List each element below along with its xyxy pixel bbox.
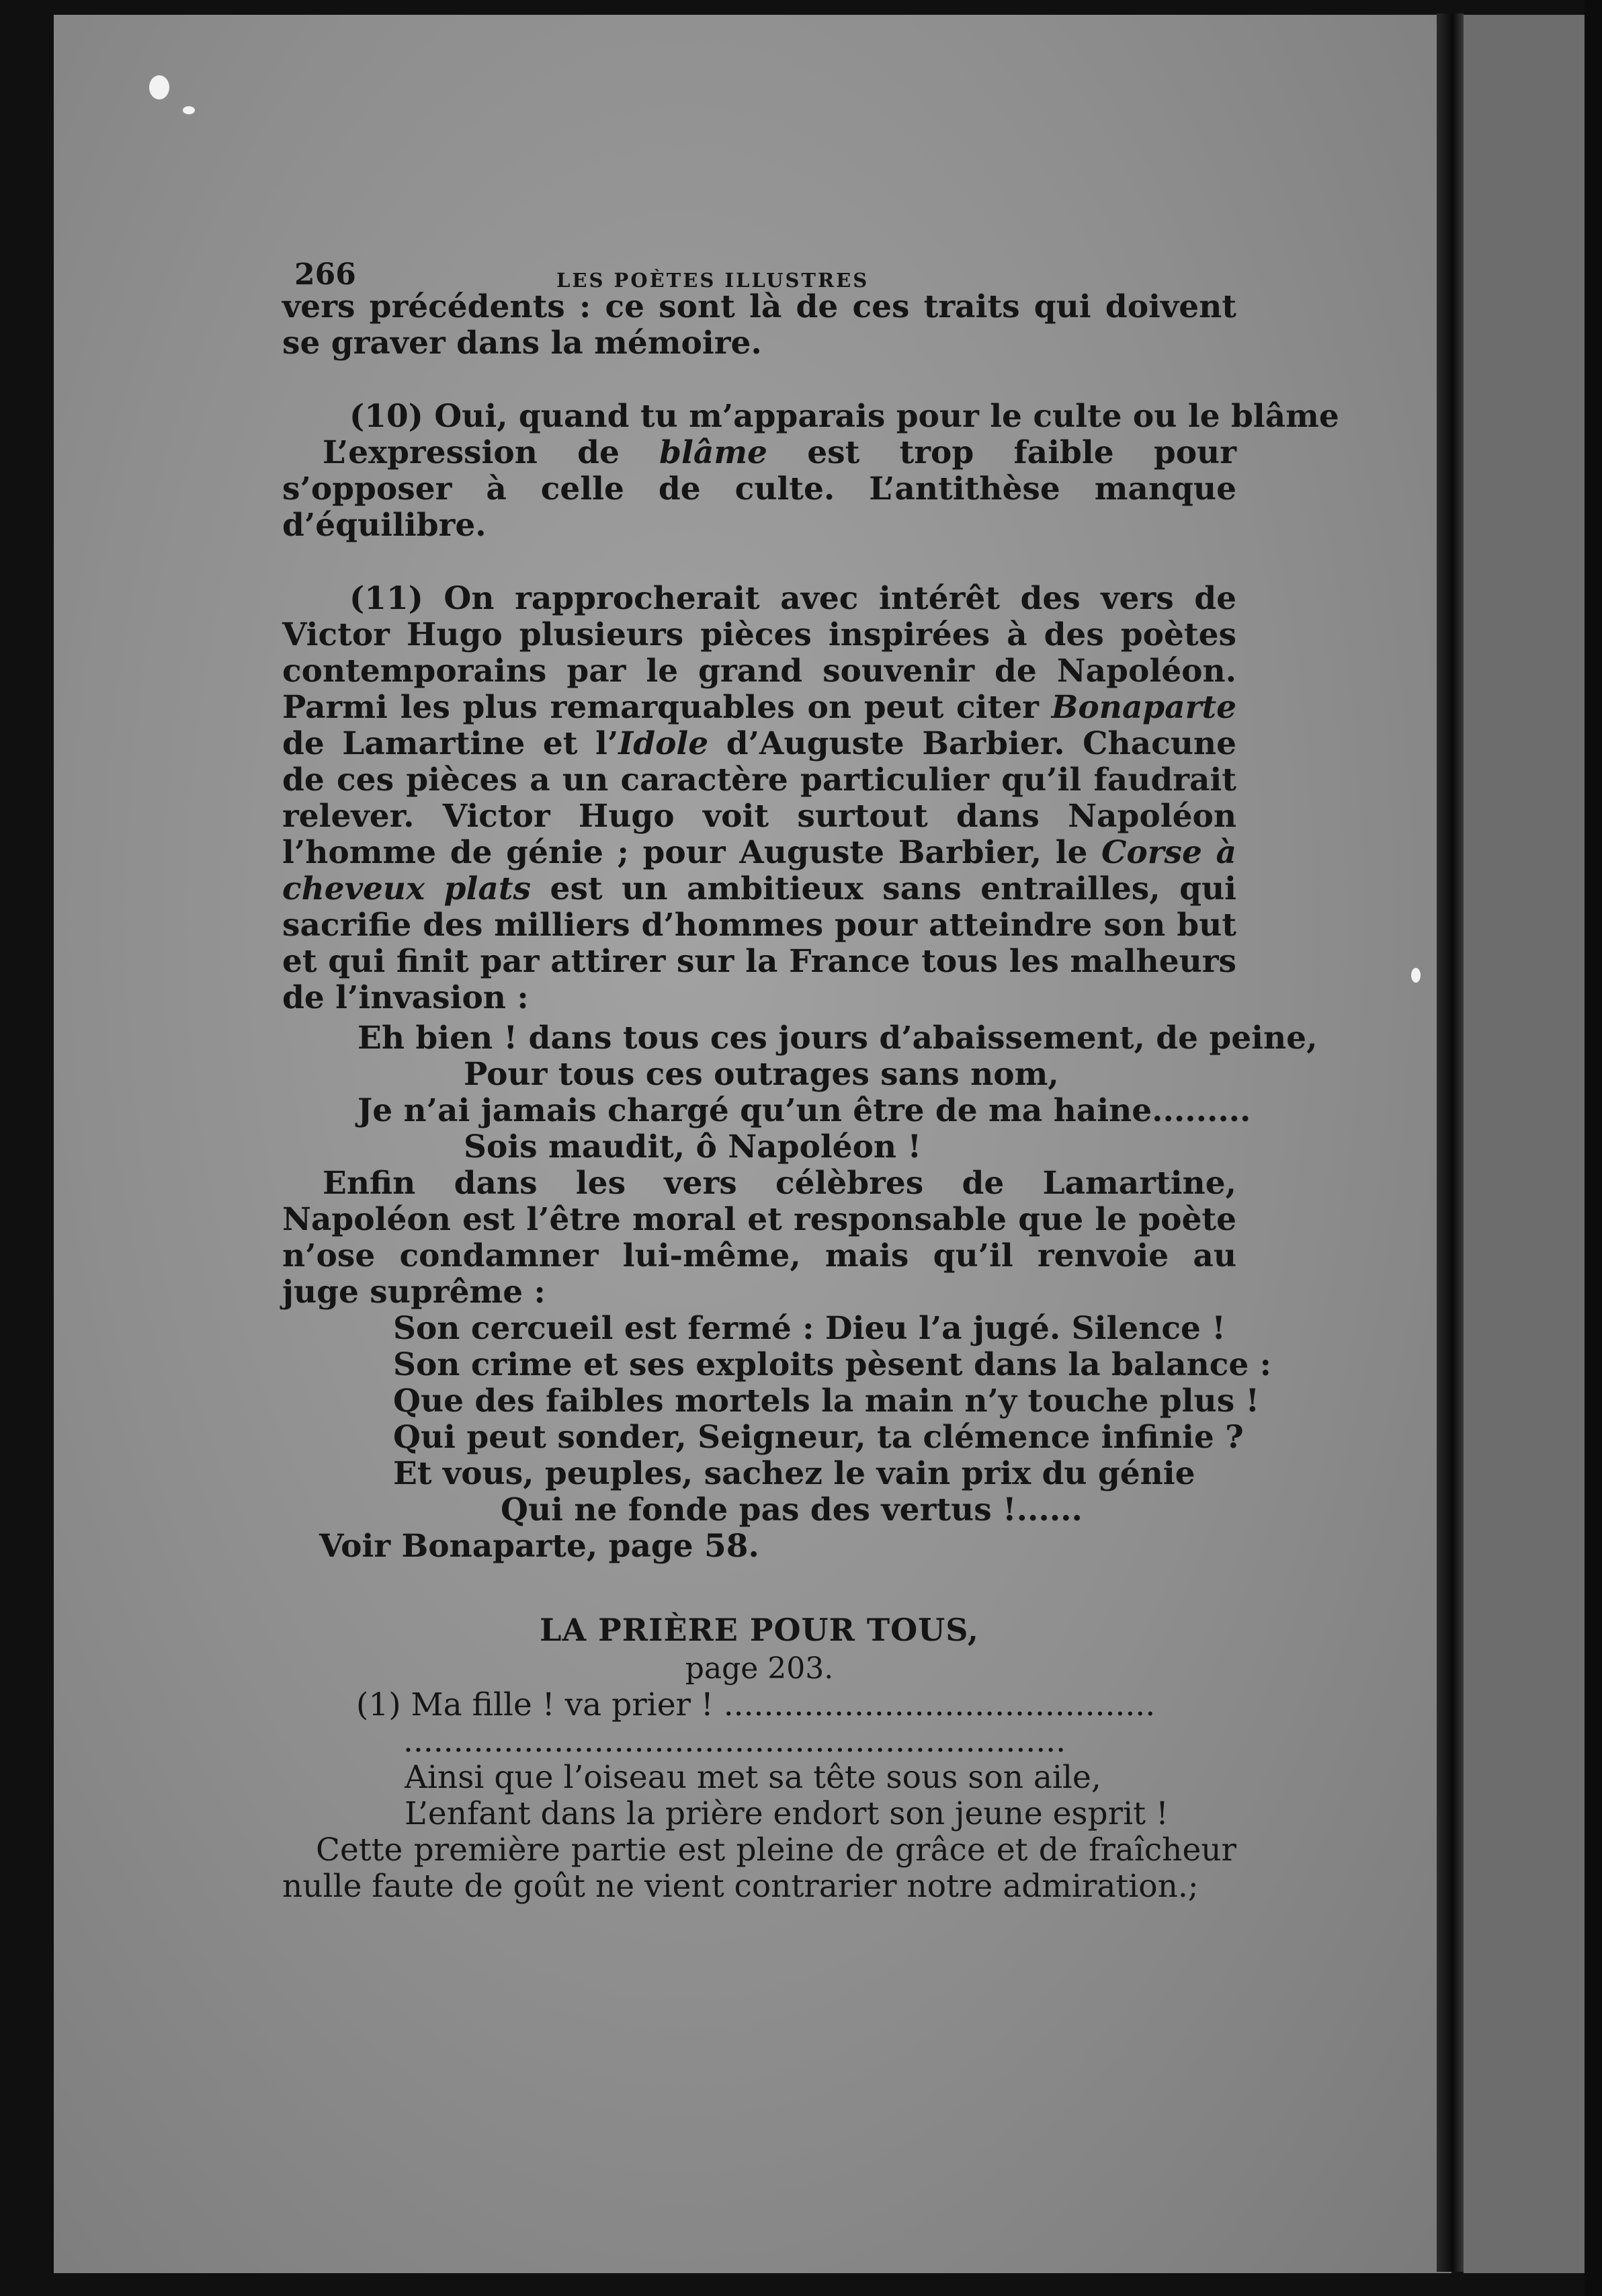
lamartine-verse	[282, 1310, 1271, 1528]
barbier-verse	[282, 1020, 1318, 1165]
paragraph-continuation: vers précédents : ce sont là de ces traits qui doivent se graver dans la mémoire.	[282, 288, 1236, 362]
note-11-emphasis-idole: Idole	[618, 725, 709, 762]
note-11-text-d: est un ambitieux sans entrailles, qui sacrifie des milliers d’hommes pour atteindre son but et qui finit par attirer sur la France tous les malheurs de l’invasion :	[282, 870, 1236, 1016]
adjacent-page-edge	[1464, 15, 1585, 2273]
note-11-text-b: de Lamartine et l’	[282, 725, 619, 762]
note-11	[282, 581, 1236, 1016]
lamartine-intro: Enfin dans les vers célèbres de Lamartine, Napoléon est l’être moral et responsable que le poète n’ose condamner lui-même, mais qu’il renvoie au juge suprême :	[282, 1165, 1236, 1311]
note-1-comment: Cette première partie est pleine de grâce et de fraîcheur nulle faute de goût ne vient contrarier notre admiration.;	[282, 1832, 1236, 1905]
note-11-text-a: (11) On rapprocherait avec intérêt des vers de Victor Hugo plusieurs pièces inspirées à des poètes contemporains par le grand souvenir de Napoléon. Parmi les plus remarquables on peut citer	[282, 580, 1236, 726]
scan-speck	[149, 75, 169, 99]
verse-line: Et vous, peuples, sachez le vain prix du génie	[393, 1455, 1195, 1492]
note-10-text-a: L’expression de	[323, 434, 660, 471]
note-10-text-b: est trop faible pour s’opposer à celle de culte. L’antithèse manque d’équilibre.	[282, 434, 1236, 544]
section-title: LA PRIÈRE POUR TOUS,	[540, 1612, 979, 1648]
note-11-emphasis-bonaparte: Bonaparte	[1051, 689, 1236, 726]
note-1-quote: (1) Ma fille ! va prier ! ...........................................	[356, 1686, 1156, 1723]
page-text	[282, 242, 1339, 1905]
scan-speck	[1411, 968, 1421, 983]
see-reference: Voir Bonaparte, page 58.	[319, 1528, 759, 1565]
verse-line: Sois maudit, ô Napoléon !	[464, 1129, 922, 1165]
running-head	[294, 242, 1249, 292]
note-10-quote: (10) Oui, quand tu m’apparais pour le culte ou le blâme	[349, 398, 1339, 435]
note-11-text-c: d’Auguste Barbier. Chacune de ces pièces a un caractère particulier qu’il faudrait relever. Victor Hugo voit surtout dans Napoléon l’homme de génie ; pour Auguste Barbier, le	[282, 725, 1236, 871]
verse-line: Ainsi que l’oiseau met sa tête sous son aile,	[405, 1759, 1101, 1796]
verse-line: Son cercueil est fermé : Dieu l’a jugé. Silence !	[393, 1310, 1226, 1347]
note-1-dots: ..................................................................	[403, 1723, 1066, 1760]
running-title: LES POÈTES ILLUSTRES	[556, 269, 870, 292]
verse-line: Eh bien ! dans tous ces jours d’abaissement, de peine,	[357, 1020, 1318, 1057]
verse-line: Je n’ai jamais chargé qu’un être de ma haine.........	[357, 1092, 1251, 1129]
scan-right-border	[1585, 0, 1602, 2296]
page-number: 266	[294, 257, 356, 292]
section-subtitle: page 203.	[685, 1651, 834, 1686]
note-11-emphasis-corse: Corse à cheveux plats	[282, 834, 1236, 907]
verse-line: Qui ne fonde pas des vertus !......	[501, 1491, 1083, 1528]
verse-line: Pour tous ces outrages sans nom,	[464, 1056, 1059, 1093]
verse-line: L’enfant dans la prière endort son jeune esprit !	[405, 1795, 1169, 1832]
verse-line: Son crime et ses exploits pèsent dans la balance :	[393, 1346, 1271, 1383]
note-10-comment	[282, 435, 1236, 544]
scan-speck	[183, 106, 195, 114]
book-binding	[1437, 13, 1464, 2272]
verse-line: Qui peut sonder, Seigneur, ta clémence infinie ?	[393, 1419, 1244, 1456]
verse-line: Que des faibles mortels la main n’y touche plus !	[393, 1383, 1260, 1420]
note-10-emphasis: blâme	[659, 434, 767, 471]
